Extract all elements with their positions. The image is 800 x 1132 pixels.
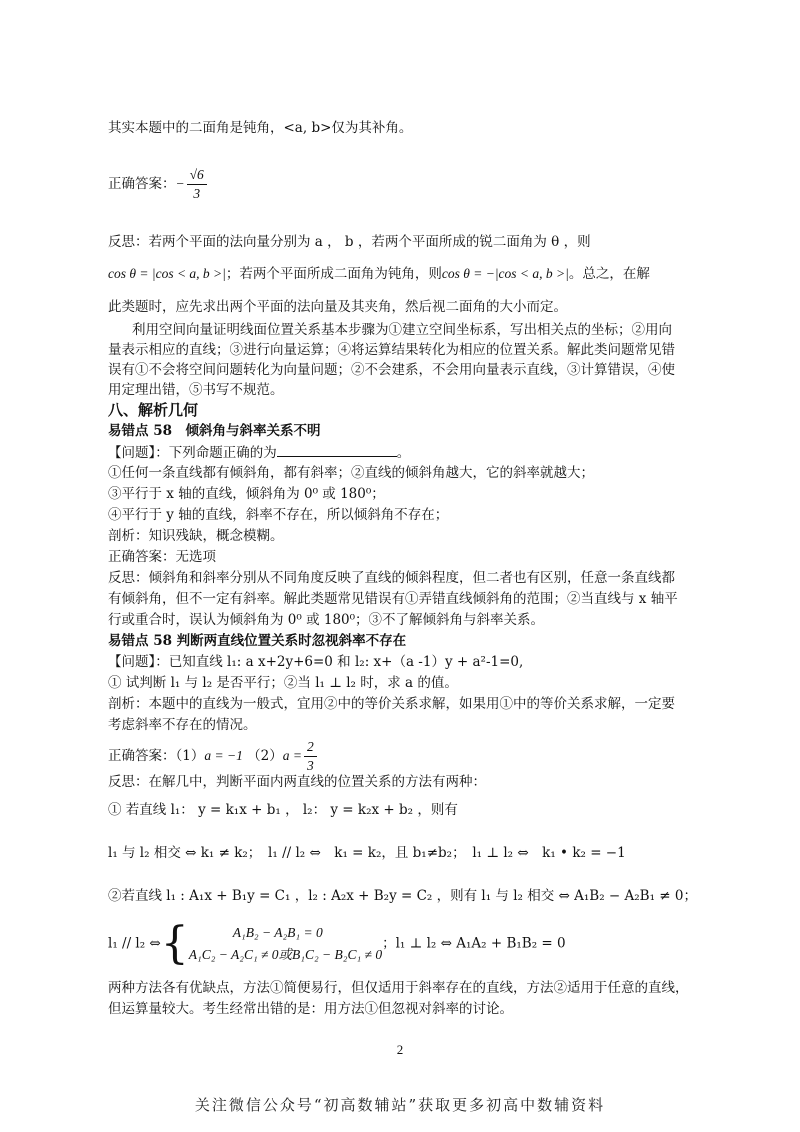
text-line: ① 试判断 l₁ 与 l₂ 是否平行；②当 l₁ ⊥ l₂ 时，求 a 的值。 [108,675,458,691]
text-line: 行或重合时，误认为倾斜角为 0⁰ 或 180⁰；③不了解倾斜角与斜率关系。 [108,612,545,628]
text-line: 考虑斜率不存在的情况。 [108,717,257,733]
text-line: 剖析：本题中的直线为一般式，宜用②中的等价关系求解，如果用①中的等价关系求解，一定要 [108,696,675,712]
fraction-denominator: 3 [306,758,314,773]
fraction [187,166,207,203]
fraction-numerator: √6 [187,166,207,185]
system-row-2: A₁C₂ − A₂C₁ ≠ 0或B₁C₂ − B₂C₁ ≠ 0 [188,947,383,962]
page-number: 2 [396,1042,404,1057]
text-line: 此类题时，应先求出两个平面的法向量及其夹角，然后视二面角的大小而定。 [108,299,567,315]
answer-line [108,166,700,203]
answer-eq-2: a = [282,748,302,763]
perpendicular-condition: ；l₁ ⊥ l₂ ⇔ A₁A₂ + B₁B₂ = 0 [382,935,566,952]
text-line: 但运算量较大。考生经常出错的是：用方法①但忽视对斜率的讨论。 [108,1001,513,1017]
text-line: 用定理出错，⑤书写不规范。 [108,382,284,398]
text-line: 其实本题中的二面角是钝角，<a, b>仅为其补角。 [108,120,413,136]
answer-label: 正确答案： [108,176,176,192]
text-line: 有倾斜角，但不一定有斜率。解此类题常见错误有①弄错直线倾斜角的范围；②当直线与 x 轴平 [108,591,678,607]
question-line [108,442,700,463]
parallel-condition: l₁ // l₂ ⇔ [108,935,161,952]
fraction-denominator: 3 [193,186,201,201]
text-line: 反思：在解几中，判断平面内两直线的位置关系的方法有两种： [108,774,486,790]
formula-line: ②若直线 l₁ : A₁x + B₁y = C₁ ，l₂ : A₂x + B₂y = C₂ ，则有 l₁ 与 l₂ 相交 ⇔ A₁B₂ − A₂B₁ ≠ 0； [108,888,698,904]
minus-sign: − [175,176,185,191]
fraction [304,738,317,775]
answer-line [108,738,700,775]
answer-blank [277,442,397,457]
period: 。 [396,445,411,461]
question-text: 【问题】：下列命题正确的为 [108,445,277,461]
subsection-heading: 易错点 58 倾斜角与斜率关系不明 [108,423,321,439]
text-line: 量表示相应的直线；③进行向量运算；④将运算结果转化为相应的位置关系。解此类问题常见错 [108,342,675,358]
text-line: ③平行于 x 轴的直线，倾斜角为 0⁰ 或 180⁰； [108,486,385,502]
formula-cos-acute: cos θ = |cos < a, b >| [108,266,226,281]
subsection-heading: 易错点 58 判断两直线位置关系时忽视斜率不存在 [108,633,407,649]
text-line: 【问题】：已知直线 l₁: a x+2y+6=0 和 l₂: x+（a -1）y + a²-1=0, [108,654,524,670]
text-line: ①任何一条直线都有倾斜角，都有斜率；②直线的倾斜角越大，它的斜率就越大； [108,465,594,481]
footer-note: 关注微信公众号“初高数辅站”获取更多初高中数辅资料 [194,1096,606,1114]
system-line [108,918,700,970]
text-line: 误有①不会将空间问题转化为向量问题；②不会建系，不会用向量表示直线，③计算错误，④使 [108,362,675,378]
formula-line: l₁ 与 l₂ 相交 ⇔ k₁ ≠ k₂； l₁ // l₂ ⇔ k₁ = k₂，且 b₁≠b₂； l₁ ⊥ l₂ ⇔ k₁ • k₂ = −1 [108,845,626,861]
brace-symbol: { [160,918,189,969]
text-line: 正确答案：无选项 [108,549,216,565]
text-segment: ；若两个平面所成二面角为钝角，则 [225,266,442,282]
text-line: ① 若直线 l₁： y = k₁x + b₁ ， l₂： y = k₂x + b₂ ，则有 [108,802,458,818]
answer-label: 正确答案：（1） [108,748,205,764]
text-line: 剖析：知识残缺，概念模糊。 [108,528,284,544]
answer-eq-1: a = −1 [204,748,243,763]
formula-cos-obtuse: cos θ = −|cos < a, b >| [441,266,569,281]
text-line: 利用空间向量证明线面位置关系基本步骤为①建立空间坐标系，写出相关点的坐标；②用向 [132,322,672,338]
text-line: ④平行于 y 轴的直线，斜率不存在，所以倾斜角不存在； [108,507,449,523]
fraction-numerator: 2 [304,738,317,757]
text-segment: 。总之，在解 [568,266,650,282]
text-line: 反思：若两个平面的法向量分别为 a ， b ，若两个平面所成的锐二面角为 θ ，则 [108,234,591,250]
text-line: 反思：倾斜角和斜率分别从不同角度反映了直线的倾斜程度，但二者也有区别，任意一条直线都 [108,570,675,586]
formula-line [108,264,700,284]
section-heading: 八、解析几何 [108,401,199,419]
system-row-1: A₁B₂ − A₂B₁ = 0 [232,925,323,940]
answer-mid: （2） [247,748,283,764]
equation-system [189,922,382,966]
text-line: 两种方法各有优缺点，方法①简便易行，但仅适用于斜率存在的直线，方法②适用于任意的直线， [108,980,689,996]
